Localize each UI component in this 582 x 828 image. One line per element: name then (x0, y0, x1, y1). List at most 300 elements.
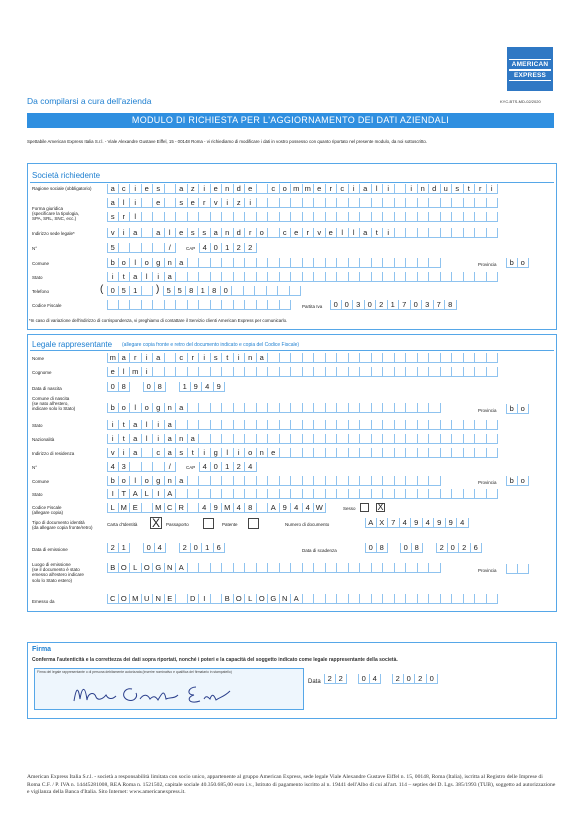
label-telefono: Telefono (32, 289, 50, 294)
char-cell: U (142, 594, 154, 604)
label-partita-iva: Partita Iva (302, 304, 323, 309)
char-cell (418, 489, 430, 499)
carta-identita-checkbox[interactable]: X (151, 516, 160, 530)
char-cell (475, 272, 487, 282)
char-cell: e (326, 228, 338, 238)
char-cell: 9 (411, 518, 423, 528)
char-cell (383, 448, 395, 458)
char-cell: a (176, 476, 188, 486)
char-cell (153, 462, 165, 472)
char-cell: 8 (412, 543, 424, 553)
char-cell: O (234, 594, 246, 604)
nazionalita-field[interactable] (107, 434, 498, 444)
char-cell: e (245, 184, 257, 194)
data-scadenza-mese[interactable] (400, 543, 423, 553)
char-cell: o (280, 184, 292, 194)
char-cell (464, 420, 476, 430)
char-cell: d (234, 228, 246, 238)
cap-legale-field[interactable] (199, 462, 257, 472)
char-cell (326, 212, 338, 222)
char-cell (222, 300, 234, 310)
char-cell (441, 228, 453, 238)
char-cell (395, 403, 407, 413)
char-cell: s (153, 184, 165, 194)
data-firma-mese[interactable] (358, 674, 381, 684)
char-cell (188, 476, 200, 486)
char-cell (429, 448, 441, 458)
char-cell: O (142, 563, 154, 573)
char-cell (372, 420, 384, 430)
char-cell: W (314, 503, 326, 513)
char-cell: o (518, 476, 530, 486)
char-cell (395, 184, 407, 194)
label-luogo-emissione: Luogo di emissione (se il documento è stato emesso all'estero indicare solo lo Stato estero) (32, 562, 84, 583)
char-cell: s (452, 184, 464, 194)
char-cell (314, 476, 326, 486)
comune-legale-field[interactable] (107, 476, 441, 486)
char-cell (372, 367, 384, 377)
char-cell (429, 420, 441, 430)
char-cell (349, 489, 361, 499)
char-cell: 5 (107, 243, 119, 253)
char-cell: i (153, 420, 165, 430)
char-cell (280, 476, 292, 486)
label-stato-residenza: Stato (32, 492, 43, 497)
char-cell: l (130, 476, 142, 486)
char-cell (245, 563, 257, 573)
char-cell: c (337, 184, 349, 194)
char-cell: 0 (342, 300, 354, 310)
char-cell: r (199, 198, 211, 208)
forma-giuridica-field[interactable] (107, 212, 498, 222)
char-cell (372, 434, 384, 444)
char-cell: O (119, 563, 131, 573)
char-cell: e (314, 184, 326, 194)
char-cell (119, 300, 131, 310)
char-cell (142, 286, 154, 296)
char-cell (280, 434, 292, 444)
char-cell (475, 198, 487, 208)
char-cell: 1 (202, 543, 214, 553)
char-cell: a (165, 272, 177, 282)
char-cell: 5 (163, 286, 175, 296)
char-cell: t (372, 228, 384, 238)
char-cell: i (199, 353, 211, 363)
char-cell: a (107, 198, 119, 208)
char-cell (360, 476, 372, 486)
char-cell (199, 212, 211, 222)
char-cell: v (314, 228, 326, 238)
char-cell (452, 434, 464, 444)
char-cell (383, 403, 395, 413)
provincia-field[interactable] (506, 258, 529, 268)
char-cell: a (360, 184, 372, 194)
char-cell: c (119, 184, 131, 194)
sesso-f-checkbox[interactable] (360, 503, 369, 512)
codice-fiscale-legale-field[interactable] (107, 503, 326, 513)
char-cell (176, 594, 188, 604)
char-cell: c (268, 184, 280, 194)
char-cell (119, 243, 131, 253)
char-cell: 0 (365, 300, 377, 310)
char-cell: b (107, 258, 119, 268)
firma-text: Conferma l'autenticità e la correttezza dei dati sopra riportati, nonché i poteri e la capacità del soggetto indicato come legale rappresentante della società. (32, 657, 398, 663)
char-cell (188, 258, 200, 268)
char-cell: 0 (404, 674, 416, 684)
char-cell: 8 (445, 300, 457, 310)
char-cell: I (153, 489, 165, 499)
char-cell: o (119, 476, 131, 486)
char-cell (372, 563, 384, 573)
char-cell: a (360, 228, 372, 238)
char-cell (452, 353, 464, 363)
char-cell: a (165, 420, 177, 430)
char-cell (303, 448, 315, 458)
char-cell: l (119, 367, 131, 377)
label-codice-fiscale: Codice Fiscale (32, 303, 62, 308)
char-cell (452, 420, 464, 430)
char-cell (464, 228, 476, 238)
char-cell: L (130, 563, 142, 573)
char-cell (360, 198, 372, 208)
char-cell: M (130, 594, 142, 604)
cap-field[interactable] (199, 243, 257, 253)
label-provincia-legale: Provincia (478, 480, 497, 485)
char-cell (314, 594, 326, 604)
cognome-field[interactable] (107, 367, 498, 377)
char-cell: t (188, 448, 200, 458)
char-cell (211, 420, 223, 430)
char-cell: 1 (130, 286, 142, 296)
char-cell: o (142, 403, 154, 413)
char-cell: o (245, 448, 257, 458)
char-cell (429, 212, 441, 222)
char-cell: / (165, 243, 177, 253)
char-cell: 4 (107, 462, 119, 472)
char-cell (429, 403, 441, 413)
char-cell (326, 272, 338, 282)
label-data-scadenza: Data di scadenza (302, 548, 337, 553)
char-cell (406, 420, 418, 430)
char-cell (383, 563, 395, 573)
char-cell (234, 258, 246, 268)
char-cell (506, 564, 518, 574)
char-cell: o (518, 404, 530, 414)
char-cell: i (142, 367, 154, 377)
data-firma-anno[interactable] (392, 674, 438, 684)
char-cell (314, 258, 326, 268)
label-passaporto: Passaporto (166, 522, 189, 527)
char-cell (349, 258, 361, 268)
char-cell: a (130, 228, 142, 238)
nome-field[interactable] (107, 353, 498, 363)
partita-iva-field[interactable] (330, 300, 457, 310)
char-cell (211, 212, 223, 222)
data-emissione-mese[interactable] (143, 543, 166, 553)
label-comune: Comune (32, 261, 50, 266)
char-cell (349, 594, 361, 604)
char-cell (153, 300, 165, 310)
char-cell: c (280, 228, 292, 238)
char-cell: s (176, 198, 188, 208)
char-cell: t (119, 420, 131, 430)
char-cell: i (107, 434, 119, 444)
char-cell: a (176, 184, 188, 194)
char-cell (199, 300, 211, 310)
char-cell (257, 489, 269, 499)
char-cell (211, 489, 223, 499)
char-cell: 4 (291, 503, 303, 513)
char-cell: m (130, 367, 142, 377)
passaporto-checkbox[interactable] (203, 518, 214, 529)
char-cell: 5 (119, 286, 131, 296)
char-cell (337, 594, 349, 604)
char-cell: 1 (198, 286, 210, 296)
numero-documento-field[interactable] (365, 518, 469, 528)
char-cell (372, 489, 384, 499)
char-cell (188, 272, 200, 282)
char-cell (290, 286, 302, 296)
char-cell: 7 (399, 300, 411, 310)
char-cell (291, 448, 303, 458)
char-cell (314, 367, 326, 377)
char-cell (222, 563, 234, 573)
char-cell: i (142, 353, 154, 363)
char-cell (487, 448, 499, 458)
char-cell (211, 300, 223, 310)
section-divider (30, 182, 554, 183)
char-cell: E (165, 594, 177, 604)
char-cell: a (211, 228, 223, 238)
char-cell: 0 (358, 674, 370, 684)
stato-residenza-field[interactable] (107, 489, 498, 499)
char-cell (326, 353, 338, 363)
indirizzo-residenza-field[interactable] (107, 448, 498, 458)
char-cell: 4 (199, 243, 211, 253)
char-cell (372, 448, 384, 458)
char-cell (280, 198, 292, 208)
char-cell: 2 (245, 243, 257, 253)
char-cell (395, 489, 407, 499)
char-cell (418, 448, 430, 458)
char-cell (176, 367, 188, 377)
intro-text: Spettabile American Express Italia S.r.l. - Viale Alexandre Gustave Eiffel, 15 - 00148 Roma - vi richiediamo di modificare i dati in vostro possesso con quanto riportato nel presente modulo, da noi sottoscritto. (27, 139, 428, 144)
char-cell (383, 434, 395, 444)
char-cell (188, 212, 200, 222)
char-cell: 1 (179, 382, 191, 392)
char-cell (326, 489, 338, 499)
char-cell: i (130, 184, 142, 194)
char-cell: a (130, 434, 142, 444)
char-cell (395, 198, 407, 208)
char-cell: a (165, 448, 177, 458)
char-cell: i (153, 434, 165, 444)
american-express-logo (507, 47, 553, 91)
char-cell (199, 434, 211, 444)
char-cell (429, 563, 441, 573)
char-cell (349, 563, 361, 573)
numero-civico-field[interactable] (107, 243, 176, 253)
char-cell (406, 476, 418, 486)
label-indirizzo-residenza: Indirizzo di residenza (32, 451, 75, 456)
char-cell (188, 563, 200, 573)
provincia-nascita-field[interactable] (506, 404, 529, 414)
char-cell (199, 367, 211, 377)
char-cell: i (234, 353, 246, 363)
char-cell (464, 212, 476, 222)
char-cell (395, 594, 407, 604)
char-cell (452, 212, 464, 222)
char-cell (406, 198, 418, 208)
char-cell: 4 (199, 462, 211, 472)
char-cell (245, 272, 257, 282)
char-cell: a (257, 353, 269, 363)
stato-legale-field[interactable] (107, 420, 498, 430)
char-cell (142, 503, 154, 513)
codice-fiscale-field[interactable] (107, 300, 291, 310)
numero-civico-legale-field[interactable] (107, 462, 176, 472)
data-nascita-anno[interactable] (179, 382, 225, 392)
char-cell: i (245, 198, 257, 208)
char-cell (372, 258, 384, 268)
provincia-legale-field[interactable] (506, 476, 529, 486)
char-cell (326, 258, 338, 268)
char-cell: z (234, 198, 246, 208)
char-cell: C (107, 594, 119, 604)
char-cell: a (130, 448, 142, 458)
char-cell: L (107, 503, 119, 513)
char-cell (406, 212, 418, 222)
char-cell: 4 (370, 674, 382, 684)
char-cell: b (107, 476, 119, 486)
label-numero-documento: Numero di documento (285, 522, 330, 527)
data-scadenza-giorno[interactable] (365, 543, 388, 553)
char-cell: a (188, 434, 200, 444)
data-nascita-mese[interactable] (143, 382, 166, 392)
char-cell (418, 353, 430, 363)
char-cell: g (153, 258, 165, 268)
char-cell: 6 (214, 543, 226, 553)
char-cell: 8 (209, 286, 221, 296)
char-cell (429, 476, 441, 486)
label-comune-legale: Comune (32, 479, 50, 484)
ragione-sociale-field-1[interactable] (107, 184, 498, 194)
ragione-sociale-field-2[interactable] (107, 198, 498, 208)
char-cell (280, 367, 292, 377)
char-cell (245, 300, 257, 310)
label-cognome: Cognome (32, 370, 52, 375)
char-cell: 9 (434, 518, 446, 528)
sesso-m-checkbox[interactable]: X (377, 502, 384, 512)
char-cell (487, 212, 499, 222)
char-cell (188, 300, 200, 310)
char-cell (291, 272, 303, 282)
telefono-numero-field[interactable] (163, 286, 301, 296)
indirizzo-sede-field[interactable] (107, 228, 498, 238)
char-cell: C (165, 503, 177, 513)
char-cell: 1 (388, 300, 400, 310)
char-cell (130, 243, 142, 253)
char-cell (234, 367, 246, 377)
char-cell (268, 258, 280, 268)
char-cell (383, 594, 395, 604)
char-cell (475, 448, 487, 458)
data-nascita-giorno[interactable] (107, 382, 130, 392)
char-cell (475, 228, 487, 238)
char-cell (222, 476, 234, 486)
char-cell (441, 594, 453, 604)
signature-box-label: Firma del legale rappresentante o di persona debitamente autorizzata (inserire nominativo e qualifica del firmatario in stampatello) (37, 670, 232, 674)
data-firma-giorno[interactable] (324, 674, 347, 684)
char-cell (349, 403, 361, 413)
char-cell: i (349, 184, 361, 194)
data-scadenza-anno[interactable] (436, 543, 482, 553)
stato-field[interactable] (107, 272, 498, 282)
char-cell: A (176, 563, 188, 573)
char-cell (326, 434, 338, 444)
provincia-emissione-field[interactable] (506, 564, 529, 574)
char-cell: e (211, 184, 223, 194)
char-cell: N (165, 563, 177, 573)
comune-field[interactable] (107, 258, 441, 268)
char-cell: 4 (202, 382, 214, 392)
char-cell (234, 403, 246, 413)
char-cell: l (165, 228, 177, 238)
data-emissione-anno[interactable] (179, 543, 225, 553)
char-cell (291, 212, 303, 222)
char-cell (257, 367, 269, 377)
char-cell (257, 300, 269, 310)
char-cell: 1 (222, 462, 234, 472)
data-emissione-giorno[interactable] (107, 543, 130, 553)
char-cell: 0 (330, 300, 342, 310)
char-cell (291, 563, 303, 573)
char-cell: n (165, 476, 177, 486)
char-cell: 0 (211, 462, 223, 472)
char-cell: l (349, 228, 361, 238)
comune-nascita-field[interactable] (107, 403, 441, 413)
char-cell (234, 272, 246, 282)
char-cell: a (130, 272, 142, 282)
char-cell (142, 198, 154, 208)
char-cell (222, 489, 234, 499)
char-cell (245, 434, 257, 444)
char-cell (326, 420, 338, 430)
telefono-prefisso-field[interactable] (107, 286, 153, 296)
char-cell (337, 272, 349, 282)
char-cell (153, 367, 165, 377)
char-cell: N (153, 594, 165, 604)
char-cell (383, 367, 395, 377)
char-cell: T (119, 489, 131, 499)
label-emesso-da: Emesso da (32, 599, 55, 604)
char-cell (176, 272, 188, 282)
char-cell (464, 353, 476, 363)
char-cell (257, 272, 269, 282)
patente-checkbox[interactable] (248, 518, 259, 529)
char-cell (211, 258, 223, 268)
char-cell (245, 258, 257, 268)
char-cell: G (268, 594, 280, 604)
char-cell: 5 (175, 286, 187, 296)
luogo-emissione-field[interactable] (107, 563, 441, 573)
char-cell: l (130, 403, 142, 413)
emesso-da-field[interactable] (107, 594, 498, 604)
char-cell (268, 434, 280, 444)
char-cell: t (119, 434, 131, 444)
char-cell (395, 212, 407, 222)
societa-title: Società richiedente (32, 171, 101, 180)
